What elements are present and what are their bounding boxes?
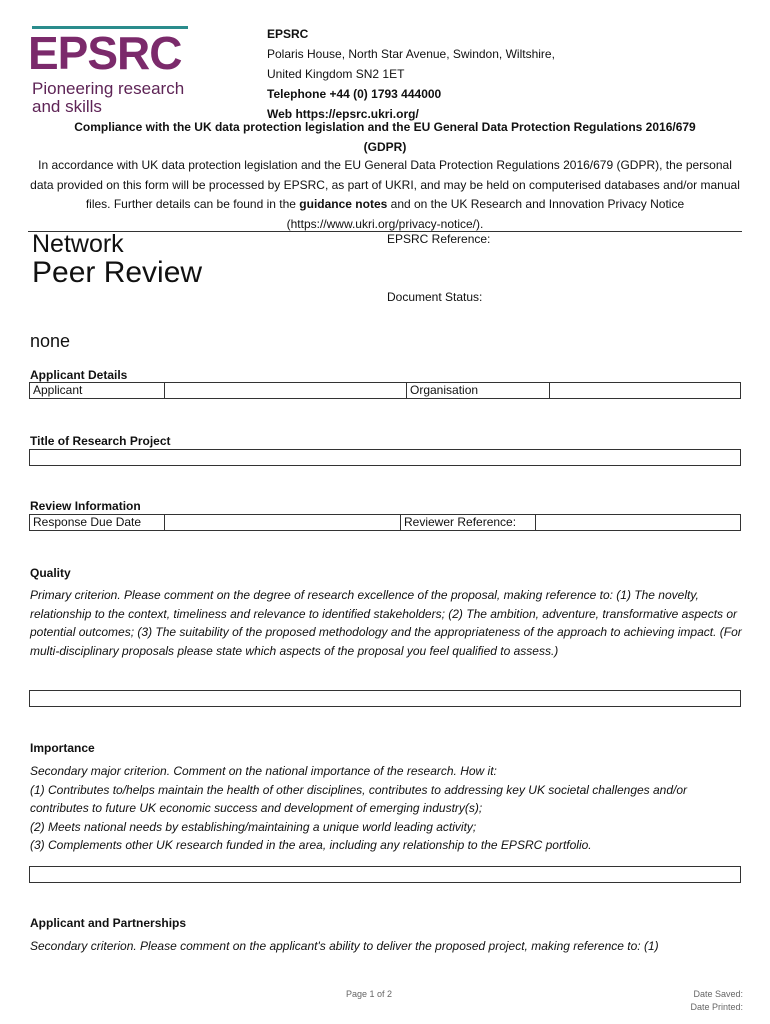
importance-heading: Importance [30, 741, 95, 755]
page-number: Page 1 of 2 [346, 989, 393, 999]
response-due-label: Response Due Date [30, 515, 165, 530]
date-saved: Date Saved: [693, 989, 743, 999]
importance-comment-field[interactable] [29, 866, 741, 883]
document-status-value: none [30, 331, 71, 351]
organisation-field[interactable] [550, 383, 740, 398]
applicant-details-row [29, 382, 741, 399]
compliance-heading: Compliance with the UK data protection legislation and the EU General Data Protection Regulations 2016/679 (GDPR) [74, 120, 696, 154]
date-printed: Date Printed: [690, 1002, 743, 1012]
website: Web https://epsrc.ukri.org/ [267, 107, 419, 121]
form-title-line1: Network [32, 230, 124, 258]
applicant-details-heading: Applicant Details [30, 368, 128, 382]
review-info-row [29, 514, 741, 531]
address-line-2: United Kingdom SN2 1ET [267, 67, 405, 81]
quality-heading: Quality [30, 566, 71, 580]
document-status-label: Document Status: [387, 290, 483, 304]
form-title-line2: Peer Review [32, 256, 203, 289]
epsrc-logo [28, 26, 198, 118]
gdpr-notice: In accordance with UK data protection legislation and the EU General Data Protection Regulations 2016/679 (GDPR), the personal data provided on this form will be processed by EPSRC, as part of UKRI, and may be held on computerised databases and/or manual files. Further details can be found in the guidance notes and on the UK Research and Innovation Privacy Notice (https://www.ukri.org/privacy-notice/). [30, 158, 740, 231]
reviewer-reference-field[interactable] [536, 515, 740, 530]
quality-comment-field[interactable] [29, 690, 741, 707]
divider [28, 231, 742, 232]
applicant-label: Applicant [30, 383, 165, 398]
applicant-field[interactable] [165, 383, 407, 398]
reviewer-reference-label: Reviewer Reference: [401, 515, 536, 530]
importance-criterion-text: Secondary major criterion. Comment on the national importance of the research. How it: (1) Contributes to/helps maintain the health of other disciplines, contributes to addressing key UK societal challenges and/or contributes to future UK economic success and development of emerging industry(s); (2) Meets national needs by establishing/maintaining a unique world leading activity; (3) Complements other UK research funded in the area, including any relationship to the EPSRC portfolio. [30, 764, 688, 852]
logo-wordmark: EPSRC [28, 27, 182, 79]
partnerships-criterion-text: Secondary criterion. Please comment on the applicant's ability to deliver the proposed project, making reference to: (1) [30, 939, 659, 953]
org-address-block [267, 24, 555, 124]
partnerships-heading: Applicant and Partnerships [30, 916, 187, 930]
review-info-heading: Review Information [30, 499, 141, 513]
telephone: Telephone +44 (0) 1793 444000 [267, 87, 442, 101]
address-line-1: Polaris House, North Star Avenue, Swindon, Wiltshire, [267, 47, 555, 61]
research-title-heading: Title of Research Project [30, 434, 171, 448]
logo-tagline: Pioneering research and skills [32, 79, 185, 116]
guidance-notes-link[interactable]: guidance notes [299, 197, 388, 211]
research-title-field[interactable] [29, 449, 741, 466]
response-due-field[interactable] [165, 515, 401, 530]
org-name: EPSRC [267, 27, 309, 41]
epsrc-reference-label: EPSRC Reference: [387, 232, 491, 246]
organisation-label: Organisation [407, 383, 550, 398]
quality-criterion-text: Primary criterion. Please comment on the degree of research excellence of the proposal, making reference to: (1) The novelty, relationship to the context, timeliness and relevance to identified stakeholders; (2) The ambition, adventure, transformative aspects or potential outcomes; (3) The suitability of the proposed methodology and the appropriateness of the approach to achieving impact. (For multi-disciplinary proposals please state which aspects of the proposal you feel qualified to assess.) [30, 588, 742, 658]
